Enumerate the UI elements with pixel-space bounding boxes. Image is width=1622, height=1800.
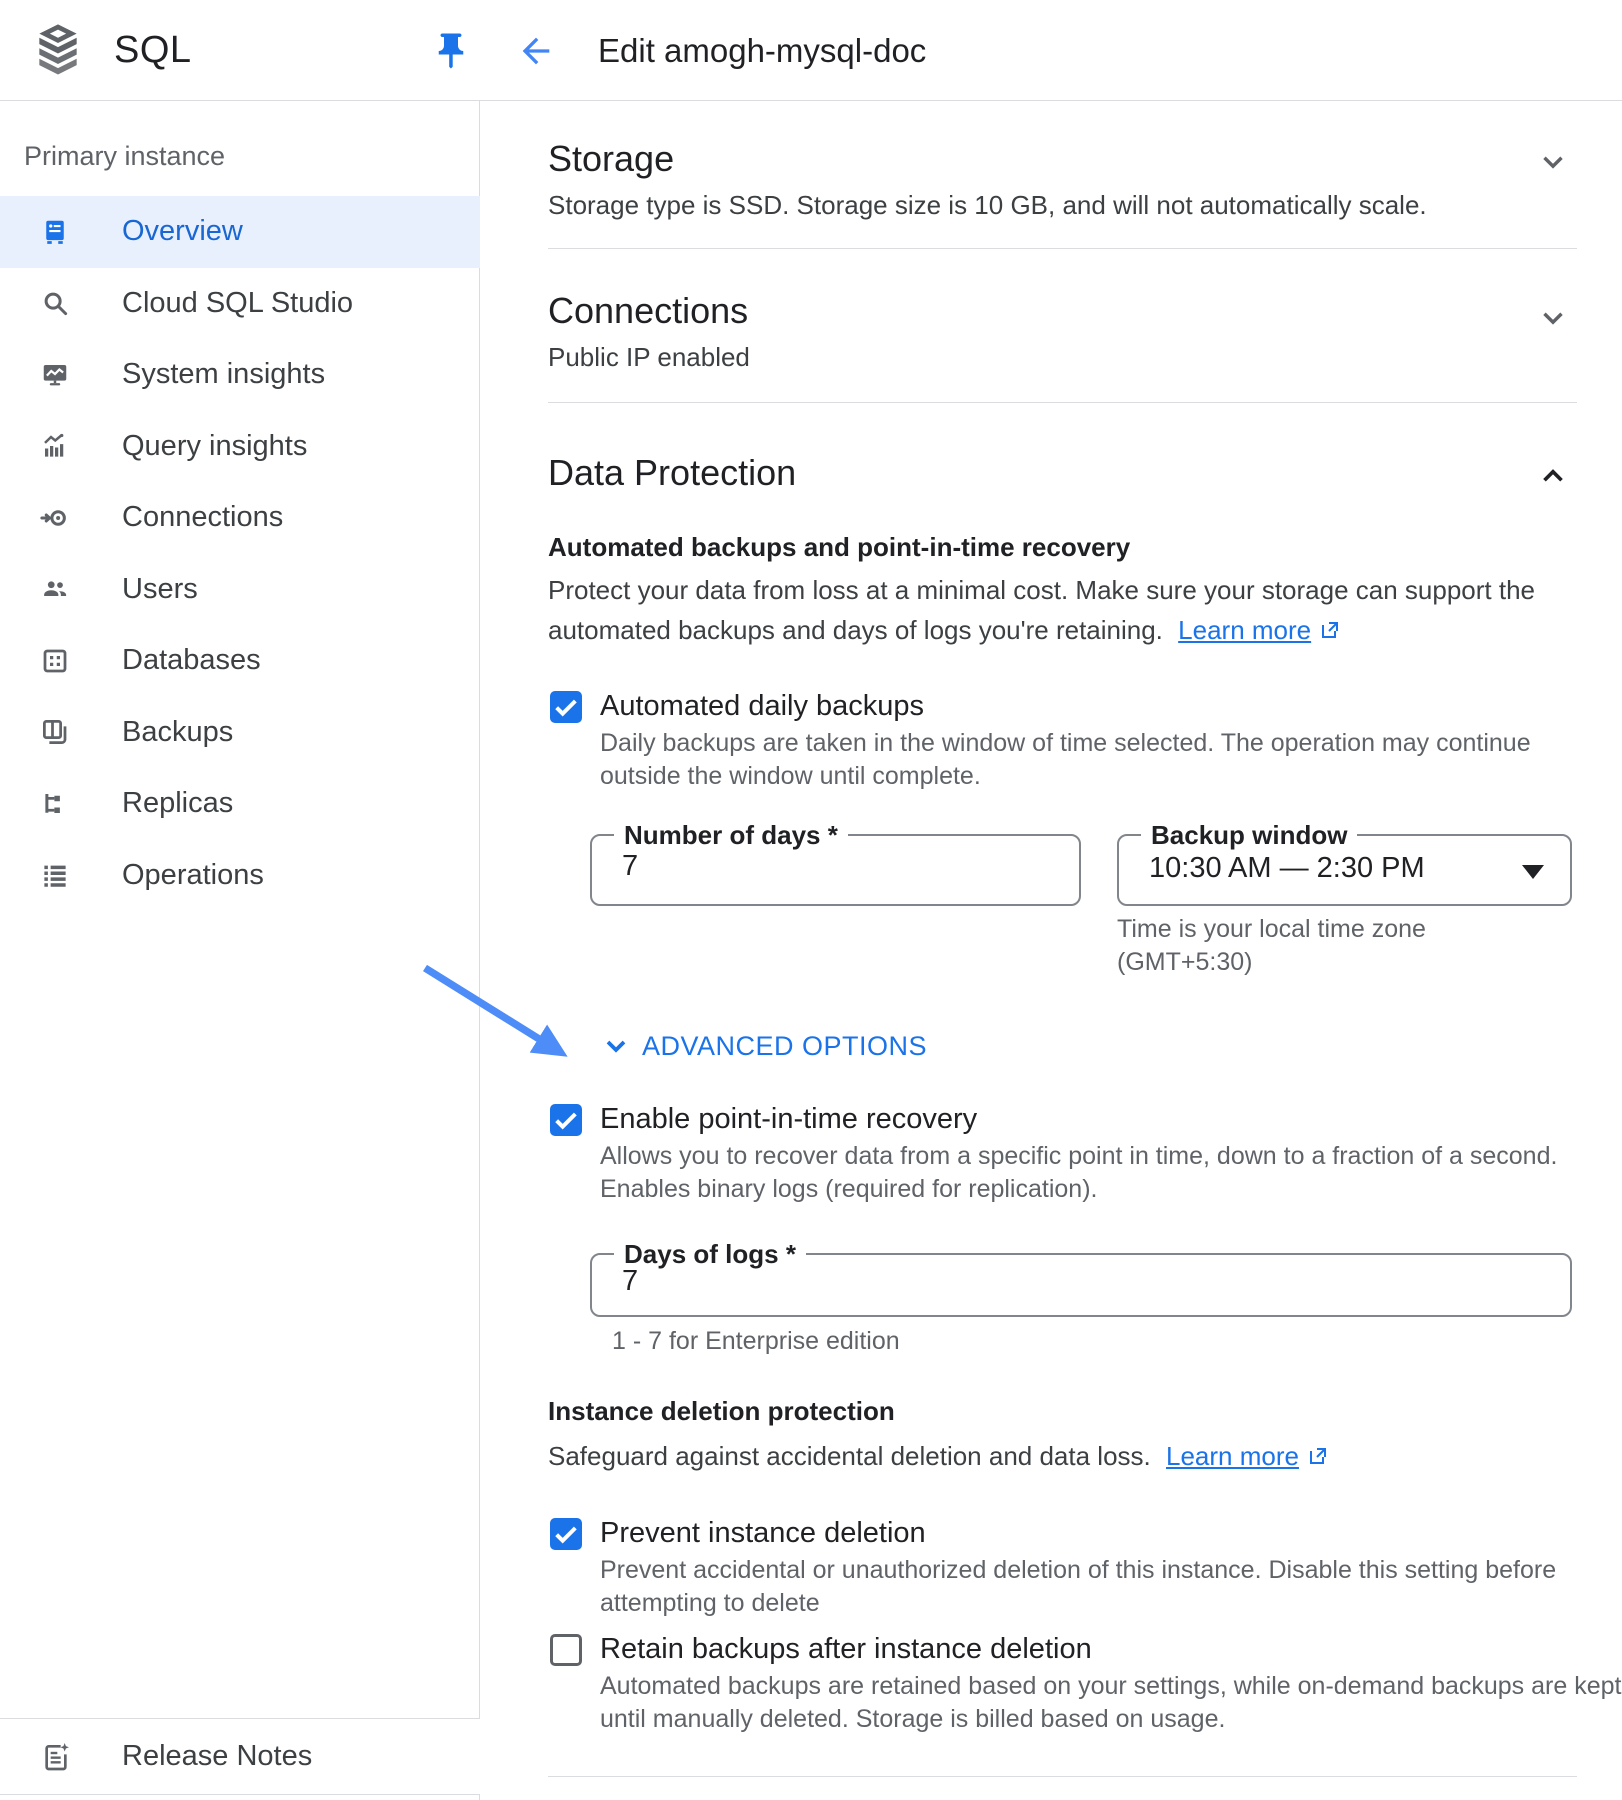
backups-intro-line2-text: automated backups and days of logs you're retaining.: [548, 615, 1163, 645]
sidebar-item-label: Replicas: [122, 787, 234, 820]
prevent-instance-deletion-row: [550, 1517, 926, 1550]
sidebar-item-replicas[interactable]: [0, 768, 480, 840]
users-icon: [40, 574, 70, 604]
section-divider: [548, 1776, 1577, 1777]
sidebar-item-label: Backups: [122, 715, 234, 748]
deletion-learn-more-link[interactable]: Learn more: [1166, 1441, 1299, 1471]
retain-backups-label: Retain backups after instance deletion: [600, 1633, 1092, 1665]
prevent-instance-deletion-label: Prevent instance deletion: [600, 1517, 926, 1549]
deletion-intro-text: Safeguard against accidental deletion and data loss.: [548, 1441, 1151, 1471]
storage-section-title: Storage: [548, 138, 675, 179]
external-link-icon: [1306, 1444, 1330, 1468]
sidebar-item-databases[interactable]: [0, 625, 480, 697]
automated-daily-backups-checkbox[interactable]: [550, 691, 582, 723]
sidebar-nav: [0, 196, 480, 911]
retain-backups-checkbox[interactable]: [550, 1634, 582, 1666]
point-in-time-recovery-description: Allows you to recover data from a specific point in time, down to a fraction of a second. Enables binary logs (required for replication).: [600, 1142, 1558, 1203]
storage-section-description: Storage type is SSD. Storage size is 10 GB, and will not automatically scale.: [548, 190, 1427, 220]
query-insights-icon: [40, 431, 70, 461]
page-title: Edit amogh-mysql-doc: [598, 32, 927, 69]
sidebar-item-label: Operations: [122, 858, 264, 891]
sidebar-item-label: Users: [122, 572, 198, 605]
cloud-sql-logo-icon: [30, 22, 86, 78]
data-protection-section-title: Data Protection: [548, 452, 797, 493]
external-link-icon: [1318, 618, 1342, 642]
release-notes-label: Release Notes: [122, 1740, 313, 1772]
section-divider: [548, 402, 1577, 403]
chevron-down-icon: [600, 1030, 632, 1062]
replicas-icon: [40, 789, 70, 819]
deletion-protection-heading: Instance deletion protection: [548, 1396, 895, 1426]
backup-window-value: 10:30 AM — 2:30 PM: [1149, 852, 1425, 884]
sidebar-item-label: Query insights: [122, 429, 308, 462]
main-content: [480, 101, 1622, 1800]
sidebar-section-label: Primary instance: [24, 141, 226, 171]
release-notes-icon: [40, 1741, 72, 1773]
databases-icon: [40, 646, 70, 676]
learn-more-link[interactable]: Learn more: [1178, 615, 1312, 645]
prevent-instance-deletion-description: Prevent accidental or unauthorized deletion of this instance. Disable this setting before attempting to delete: [600, 1556, 1557, 1617]
pin-icon[interactable]: [430, 30, 472, 72]
connections-section-description: Public IP enabled: [548, 342, 750, 372]
number-of-days-field[interactable]: [590, 820, 1081, 906]
point-in-time-recovery-checkbox[interactable]: [550, 1104, 582, 1136]
section-divider: [548, 248, 1577, 249]
advanced-options-button[interactable]: [600, 1030, 927, 1062]
prevent-instance-deletion-checkbox[interactable]: [550, 1518, 582, 1550]
backup-window-label: Backup window: [1141, 820, 1357, 850]
dropdown-arrow-icon: [1522, 865, 1544, 879]
backups-intro-line1: Protect your data from loss at a minimal cost. Make sure your storage can support the: [548, 575, 1535, 605]
sidebar-item-label: Databases: [122, 644, 261, 677]
product-name: SQL: [114, 29, 192, 71]
days-of-logs-field[interactable]: [590, 1239, 1572, 1317]
sidebar-item-cloud-sql-studio[interactable]: [0, 268, 480, 340]
sidebar-item-label: Cloud SQL Studio: [122, 286, 354, 319]
chevron-up-icon[interactable]: [1536, 459, 1570, 493]
search-icon: [40, 288, 70, 318]
sidebar-item-users[interactable]: [0, 554, 480, 626]
number-of-days-label: Number of days *: [614, 820, 848, 850]
system-insights-icon: [40, 360, 70, 390]
sidebar: [0, 0, 480, 1800]
connections-section-title: Connections: [548, 290, 749, 331]
retain-backups-row: [550, 1633, 1092, 1666]
app-header: [0, 0, 1622, 101]
backup-window-select[interactable]: [1117, 820, 1572, 906]
chevron-down-icon[interactable]: [1536, 301, 1570, 335]
days-of-logs-value: 7: [622, 1265, 639, 1297]
operations-icon: [40, 860, 70, 890]
point-in-time-recovery-label: Enable point-in-time recovery: [600, 1103, 978, 1135]
back-arrow-icon[interactable]: [516, 31, 556, 71]
sidebar-item-backups[interactable]: [0, 697, 480, 769]
overview-icon: [40, 217, 70, 247]
backups-icon: [40, 717, 70, 747]
sidebar-item-connections[interactable]: [0, 482, 480, 554]
sidebar-item-label: System insights: [122, 358, 326, 391]
sidebar-item-query-insights[interactable]: [0, 411, 480, 483]
deletion-protection-intro: [548, 1441, 1330, 1472]
number-of-days-value: 7: [622, 850, 639, 882]
backups-intro-line2: [548, 615, 1342, 646]
point-in-time-recovery-row: [550, 1103, 977, 1136]
automated-daily-backups-label: Automated daily backups: [600, 690, 925, 722]
sidebar-item-label: Overview: [122, 215, 243, 248]
backup-window-helper: Time is your local time zone (GMT+5:30): [1117, 915, 1426, 976]
automated-daily-backups-description: Daily backups are taken in the window of time selected. The operation may continue outside the window until complete.: [600, 729, 1531, 790]
connections-icon: [40, 503, 70, 533]
retain-backups-description: Automated backups are retained based on your settings, while on-demand backups are kept until manually deleted. Storage is billed based on usage.: [600, 1672, 1622, 1733]
days-of-logs-helper: 1 - 7 for Enterprise edition: [612, 1327, 900, 1355]
sidebar-item-operations[interactable]: [0, 840, 480, 912]
advanced-options-label: ADVANCED OPTIONS: [642, 1030, 928, 1061]
chevron-down-icon[interactable]: [1536, 145, 1570, 179]
automated-daily-backups-row: [550, 690, 924, 723]
sidebar-item-system-insights[interactable]: [0, 339, 480, 411]
sidebar-item-release-notes[interactable]: [0, 1718, 480, 1795]
sidebar-item-label: Connections: [122, 501, 284, 534]
days-of-logs-label: Days of logs *: [614, 1239, 806, 1269]
sidebar-item-overview[interactable]: [0, 196, 480, 268]
automated-backups-heading: Automated backups and point-in-time recovery: [548, 532, 1131, 562]
